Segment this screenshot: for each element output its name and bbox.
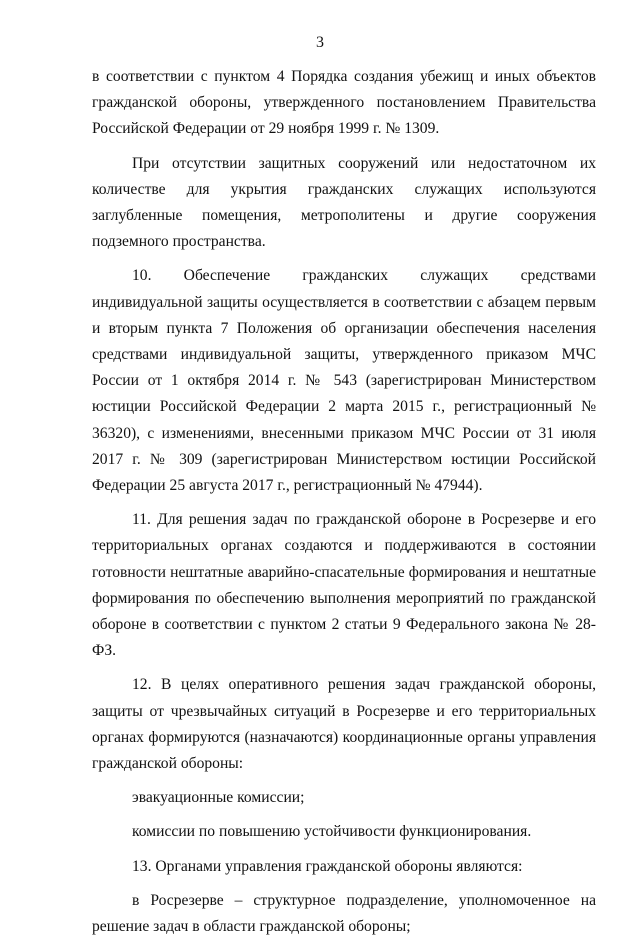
page-number: 3: [316, 34, 324, 51]
paragraph-13-governing-bodies: 13. Органами управления гражданской обороны являются:: [132, 857, 523, 875]
paragraph-shelters-order: в соответствии с пунктом 4 Порядка создания убежищ и иных объектов гражданской обороны, утвержденного постановлением Правительства Российской Федерации от 29 ноября 1999 г. № 1309.: [92, 68, 596, 138]
document-body: [92, 64, 596, 940]
paragraph-12-coordination-bodies: 12. В целях оперативного решения задач гражданской обороны, защиты от чрезвычайных ситуаций в Росрезерве и его территориальных органах формируются (назначаются) координационные органы управления гражданской обороны:: [92, 676, 596, 773]
paragraph-11-rescue-formations: 11. Для решения задач по гражданской обороне в Росрезерве и его территориальных органах создаются и поддерживаются в состоянии готовности нештатные аварийно-спасательные формирования и нештатные формирования по обеспечению выполнения мероприятий по гражданской обороне в соответствии с пунктом 2 статьи 9 Федерального закона № 28-ФЗ.: [92, 511, 596, 660]
list-item-evacuation-commissions: эвакуационные комиссии;: [132, 789, 305, 807]
paragraph-10-protective-equipment: 10. Обеспечение гражданских служащих средствами индивидуальной защиты осуществляется в соответствии с абзацем первым и вторым пункта 7 Положения об организации обеспечения населения средствами индивидуальной защиты, утвержденного приказом МЧС России от 1 октября 2014 г. № 543 (зарегистрирован Министерством юстиции Российской Федерации 2 марта 2015 г., регистрационный № 36320), с изменениями, внесенными приказом МЧС России от 31 июля 2017 г. № 309 (зарегистрирован Министерством юстиции Российской Федерации 25 августа 2017 г., регистрационный № 47944).: [92, 267, 596, 495]
paragraph-underground-shelters: При отсутствии защитных сооружений или недостаточном их количестве для укрытия гражданских служащих используются заглубленные помещения, метрополитены и другие сооружения подземного пространства.: [92, 154, 596, 251]
list-item-stability-commissions: комиссии по повышению устойчивости функционирования.: [132, 823, 532, 841]
paragraph-rosrezerve-unit: в Росрезерве – структурное подразделение, уполномоченное на решение задач в области гражданской обороны;: [92, 891, 596, 936]
